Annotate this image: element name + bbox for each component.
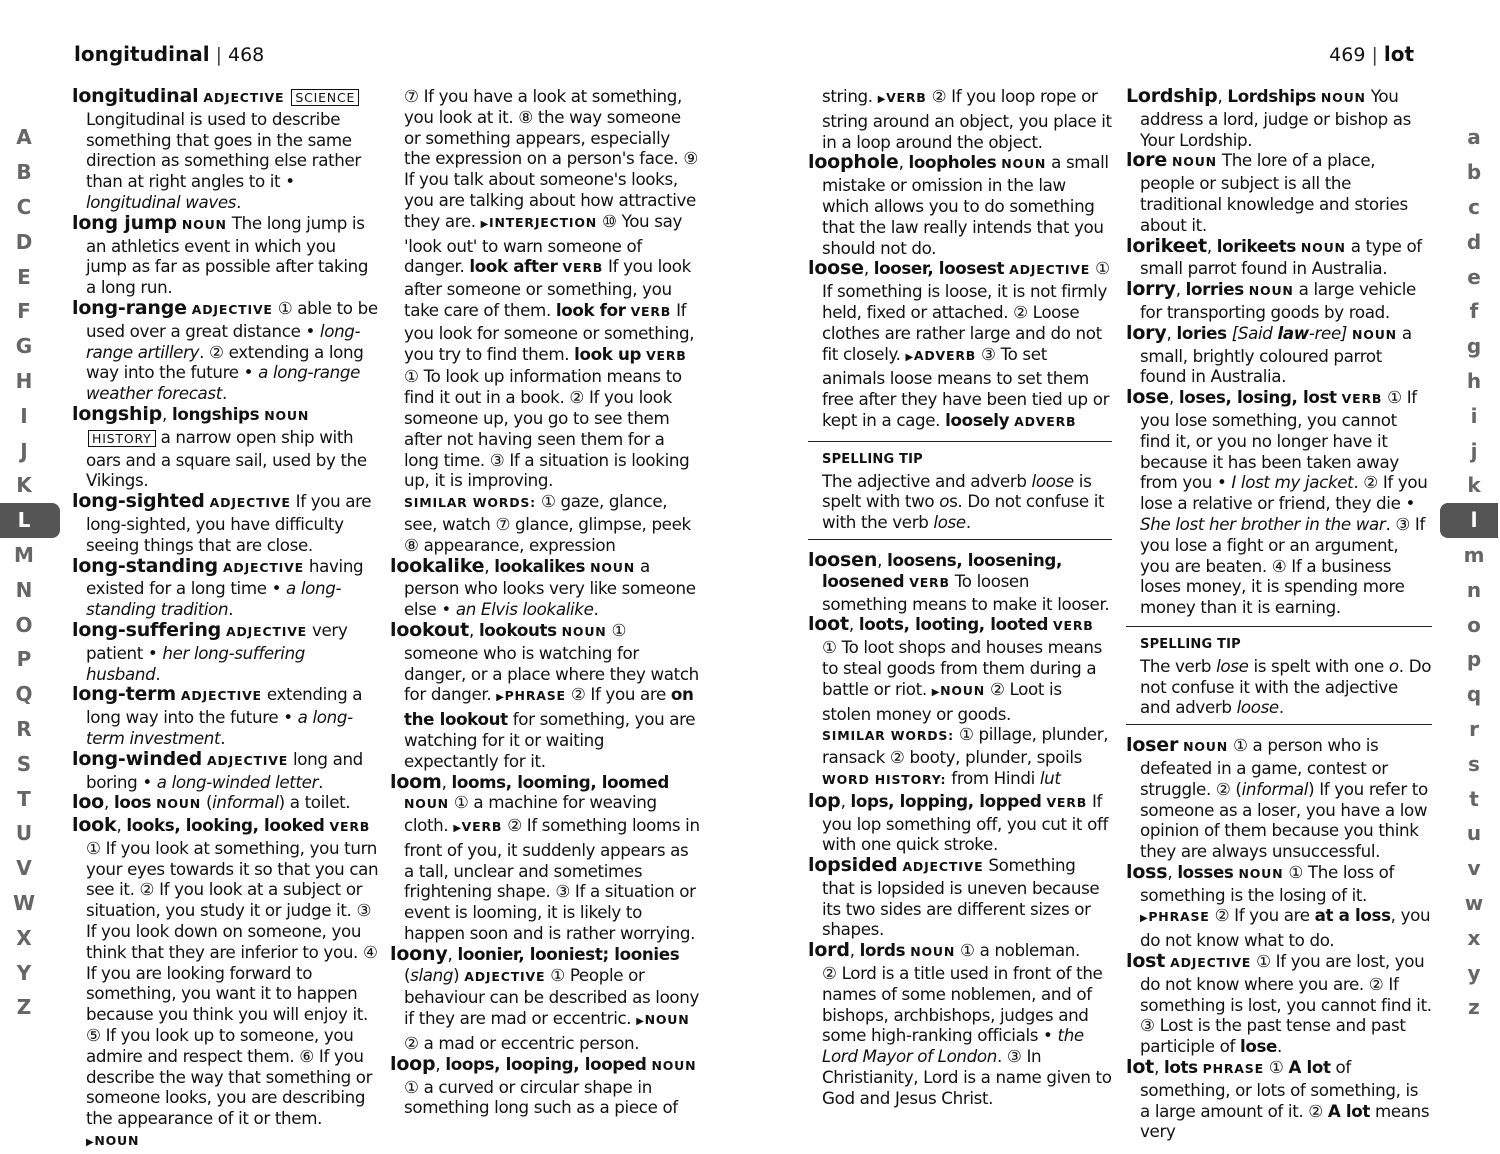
entry-lord: lord, lords NOUN ① a nobleman. ② Lord is a title used in front of the names of some noblemen, and of bishops, archbishops, judges and some high-ranking officials • the Lord Mayor of London. ③ In Christianity, Lord is a name given to God and Jesus Christ. xyxy=(808,939,1112,1108)
thumb-index-right-t[interactable]: t xyxy=(1469,786,1479,811)
thumb-index-left-F[interactable]: F xyxy=(17,299,31,324)
entry-loot: loot, loots, looting, looted VERB ① To loot shops and houses means to steal goods from them during a battle or riot. ▶NOUN ② Loot is stolen money or goods. SIMILAR WORDS: ① pillage, plunder, ransack ② booty, plunder, spoils WORD HISTORY: from Hindi lut xyxy=(808,613,1109,788)
entry-longship: longship, longships NOUN HISTORY a narrow open ship with oars and a square sail, used by the Vikings. xyxy=(72,402,367,491)
column-1 xyxy=(72,86,380,1154)
entry-lot: lot, lots PHRASE ① A lot of something, or lots of something, is a large amount of it. ② A lot means very xyxy=(1126,1056,1430,1142)
thumb-index-left-E[interactable]: E xyxy=(17,264,31,289)
thumb-index-right-w[interactable]: w xyxy=(1464,890,1484,915)
thumb-index-right-s[interactable]: s xyxy=(1468,751,1480,776)
left-running-head: longitudinal | 468 xyxy=(74,42,265,66)
entry-lost: lost ADJECTIVE ① If you are lost, you do not know where you are. ② If something is lost, you cannot find it. ③ Lost is the past tense and past participle of lose. xyxy=(1126,950,1432,1057)
spelling-tip-title: SPELLING TIP xyxy=(1140,636,1241,652)
thumb-index-left-O[interactable]: O xyxy=(15,612,33,637)
thumb-index-right-i[interactable]: i xyxy=(1470,403,1478,428)
thumb-index-left-I[interactable]: I xyxy=(20,403,28,428)
thumb-index-right-j[interactable]: j xyxy=(1470,438,1478,463)
entry-long-winded: long-winded ADJECTIVE long and boring • a long-winded letter. xyxy=(72,747,363,792)
entry-lory: lory, lories [Said law-ree] NOUN a small, brightly coloured parrot found in Australia. xyxy=(1126,321,1412,387)
thumb-index-right-f[interactable]: f xyxy=(1469,299,1479,324)
thumb-index-left-N[interactable]: N xyxy=(15,577,33,602)
entry-lorikeet: lorikeet, lorikeets NOUN a type of small parrot found in Australia. xyxy=(1126,234,1422,279)
thumb-index-right-d[interactable]: d xyxy=(1466,229,1482,254)
thumb-index-left-Q[interactable]: Q xyxy=(15,682,33,707)
thumb-index-left-V[interactable]: V xyxy=(16,856,32,881)
thumb-index-right-n[interactable]: n xyxy=(1466,577,1482,602)
right-page-number: 469 xyxy=(1329,44,1366,66)
right-guide-word: lot xyxy=(1383,42,1414,66)
entry-loss: loss, losses NOUN ① The loss of something is the losing of it. ▶PHRASE ② If you are at a loss, you do not know what to do. xyxy=(1126,860,1431,951)
spelling-tip-lose: SPELLING TIP The verb lose is spelt with one o. Do not confuse it with the adjective and adverb loose. xyxy=(1126,626,1432,725)
thumb-index-right-o[interactable]: o xyxy=(1467,612,1481,637)
thumb-index-right-q[interactable]: q xyxy=(1466,682,1482,707)
thumb-index-left-Y[interactable]: Y xyxy=(16,960,32,985)
left-guide-word: longitudinal xyxy=(74,42,210,66)
thumb-index-left-A[interactable]: A xyxy=(16,125,32,150)
entry-loony: loony, loonier, looniest; loonies (slang) ADJECTIVE ① People or behaviour can be described as loony if they are mad or eccentric. ▶NOUN ② a mad or eccentric person. xyxy=(390,942,700,1054)
thumb-index-left-T[interactable]: T xyxy=(17,786,31,811)
thumb-index-right-k[interactable]: k xyxy=(1467,473,1481,498)
entry-loop: loop, loops, looping, looped NOUN ① a curved or circular shape in something long such as a piece of xyxy=(390,1052,697,1118)
thumb-index-left-M[interactable]: M xyxy=(14,542,34,567)
entry-loo: loo, loos NOUN (informal) a toilet. xyxy=(72,791,351,814)
thumb-index-right-g[interactable]: g xyxy=(1466,334,1482,359)
entry-lorry: lorry, lorries NOUN a large vehicle for transporting goods by road. xyxy=(1126,278,1416,322)
entry-lose: lose, loses, losing, lost VERB ① If you lose something, you cannot find it, or you no longer have it because it has been taken away from you • I lost my jacket. ② If you lose a relative or friend, they die • She lost her brother in the war. ③ If you lose a fight or an argument, you are beaten. ④ If a business loses money, it is spending more money than it is earning. xyxy=(1126,386,1428,618)
left-thumb-index xyxy=(0,120,70,1025)
thumb-index-left-B[interactable]: B xyxy=(16,160,32,185)
thumb-index-right-h[interactable]: h xyxy=(1466,368,1482,393)
entry-lordship: Lordship, Lordships NOUN You address a lord, judge or bishop as Your Lordship. xyxy=(1126,85,1411,150)
entry-long-standing: long-standing ADJECTIVE having existed for a long time • a long-standing tradition. xyxy=(72,554,364,620)
entry-loose: loose, looser, loosest ADJECTIVE ① If something is loose, it is not firmly held, fixed or attached. ② Loose clothes are rather large and do not fit closely. ▶ADVERB ③ To set animals loose means to set them free after they have been tied up or kept in a cage. loosely ADVERB xyxy=(808,257,1110,430)
left-page-number: 468 xyxy=(227,44,265,66)
thumb-index-left-P[interactable]: P xyxy=(16,647,32,672)
entry-loser: loser NOUN ① a person who is defeated in a game, contest or struggle. ② (informal) If you refer to someone as a loser, you have a low opinion of them because you think they are always unsuccessful. xyxy=(1126,734,1428,862)
thumb-index-right-e[interactable]: e xyxy=(1467,264,1481,289)
thumb-index-right-v[interactable]: v xyxy=(1467,856,1481,881)
entry-loop-cont: string. ▶VERB ② If you loop rope or string around an object, you place it in a loop around the object. xyxy=(822,86,1112,152)
thumb-index-left-G[interactable]: G xyxy=(15,334,33,359)
thumb-index-left-L[interactable]: L xyxy=(0,503,60,538)
entry-long-suffering: long-suffering ADJECTIVE very patient • her long-suffering husband. xyxy=(72,618,348,684)
thumb-index-right-b[interactable]: b xyxy=(1466,160,1482,185)
entry-lore: lore NOUN The lore of a place, people or subject is all the traditional knowledge and stories about it. xyxy=(1126,149,1408,235)
entry-lopsided: lopsided ADJECTIVE Something that is lopsided is uneven because its two sides are different sizes or shapes. xyxy=(808,854,1100,940)
spelling-tip-loose: SPELLING TIP The adjective and adverb loose is spelt with two os. Do not confuse it with the verb lose. xyxy=(808,441,1112,540)
thumb-index-left-U[interactable]: U xyxy=(15,821,33,846)
entry-lookalike: lookalike, lookalikes NOUN a person who looks very like someone else • an Elvis lookalike. xyxy=(390,554,696,620)
right-running-head: 469 | lot xyxy=(1329,42,1414,66)
spelling-tip-title: SPELLING TIP xyxy=(822,451,923,467)
thumb-index-left-R[interactable]: R xyxy=(16,716,32,741)
entry-longitudinal: longitudinal ADJECTIVE SCIENCE Longitudinal is used to describe something that goes in the same direction as something else rather than at right angles to it • longitudinal waves. xyxy=(72,85,361,212)
thumb-index-right-x[interactable]: x xyxy=(1467,925,1481,950)
thumb-index-right-m[interactable]: m xyxy=(1463,542,1485,567)
entry-long-jump: long jump NOUN The long jump is an athletics event in which you jump as far as possible after taking a long run. xyxy=(72,211,369,298)
entry-lookout: lookout, lookouts NOUN ① someone who is watching for danger, or a place where they watch for danger. ▶PHRASE ② If you are on the lookout for something, you are watching for it or waiting expectantly for it. xyxy=(390,618,699,771)
thumb-index-right-a[interactable]: a xyxy=(1467,125,1481,150)
column-4 xyxy=(1126,86,1432,1142)
thumb-index-left-Z[interactable]: Z xyxy=(16,995,32,1020)
thumb-index-right-z[interactable]: z xyxy=(1468,995,1480,1020)
entry-loom: loom, looms, looming, loomed NOUN ① a machine for weaving cloth. ▶VERB ② If something looms in front of you, it suddenly appears as a tall, unclear and sometimes frightening shape. ③ If a situation or event is looming, it is likely to happen soon and is rather worrying. xyxy=(390,770,700,944)
entry-lop: lop, lops, lopping, lopped VERB If you lop something off, you cut it off with one quick stroke. xyxy=(808,789,1108,855)
thumb-index-right-r[interactable]: r xyxy=(1469,716,1479,741)
thumb-index-left-K[interactable]: K xyxy=(16,473,32,498)
thumb-index-right-p[interactable]: p xyxy=(1466,647,1482,672)
right-thumb-index xyxy=(1428,120,1498,1025)
column-3 xyxy=(808,86,1112,1109)
thumb-index-left-X[interactable]: X xyxy=(16,925,32,950)
entry-long-term: long-term ADJECTIVE extending a long way into the future • a long-term investment. xyxy=(72,683,363,748)
thumb-index-right-y[interactable]: y xyxy=(1467,960,1481,985)
thumb-index-left-S[interactable]: S xyxy=(16,751,32,776)
thumb-index-left-H[interactable]: H xyxy=(15,368,33,393)
thumb-index-right-l[interactable]: l xyxy=(1440,503,1498,538)
thumb-index-right-c[interactable]: c xyxy=(1468,194,1480,219)
entry-loophole: loophole, loopholes NOUN a small mistake or omission in the law which allows you to do something that the law really intends that you should not do. xyxy=(808,151,1109,258)
thumb-index-left-C[interactable]: C xyxy=(16,194,32,219)
thumb-index-left-D[interactable]: D xyxy=(15,229,33,254)
entry-look-cont: ⑦ If you have a look at something, you look at it. ⑧ the way someone or something appears, especially the expression on a person's face. ⑨ If you talk about someone's looks, you are talking about how attractive they are. ▶INTERJECTION ⑩ You say 'look out' to warn someone of danger. look after VERB If you look after someone or something, you take care of them. look for VERB If you look for someone or something, you try to find them. look up VERB ① To look up information means to find it out in a book. ② If you look someone up, you go to see them after not having seen them for a long time. ③ If a situation is looking up, it is improving. SIMILAR WORDS: ① gaze, glance, see, watch ⑦ glance, glimpse, peek ⑧ appearance, expression xyxy=(404,86,698,555)
thumb-index-left-J[interactable]: J xyxy=(20,438,28,463)
column-2 xyxy=(390,86,700,1118)
entry-long-range: long-range ADJECTIVE ① able to be used over a great distance • long-range artillery. ② extending a long way into the future • a long-range weather forecast. xyxy=(72,296,378,404)
entry-look: look, looks, looking, looked VERB ① If you look at something, you turn your eyes towards it so that you can see it. ② If you look at a subject or situation, you study it or judge it. ③ If you look down on someone, you think that they are inferior to you. ④ If you are looking forward to something, you want it to happen because you think you will enjoy it. ⑤ If you look up to someone, you admire and respect them. ⑥ If you describe the way that something or someone looks, you are describing the appearance of it or them. ▶NOUN xyxy=(72,814,379,1149)
thumb-index-right-u[interactable]: u xyxy=(1466,821,1482,846)
entry-long-sighted: long-sighted ADJECTIVE If you are long-sighted, you have difficulty seeing things that are close. xyxy=(72,490,372,555)
entry-loosen: loosen, loosens, loosening, loosened VERB To loosen something means to make it looser. xyxy=(808,548,1110,614)
thumb-index-left-W[interactable]: W xyxy=(12,890,36,915)
